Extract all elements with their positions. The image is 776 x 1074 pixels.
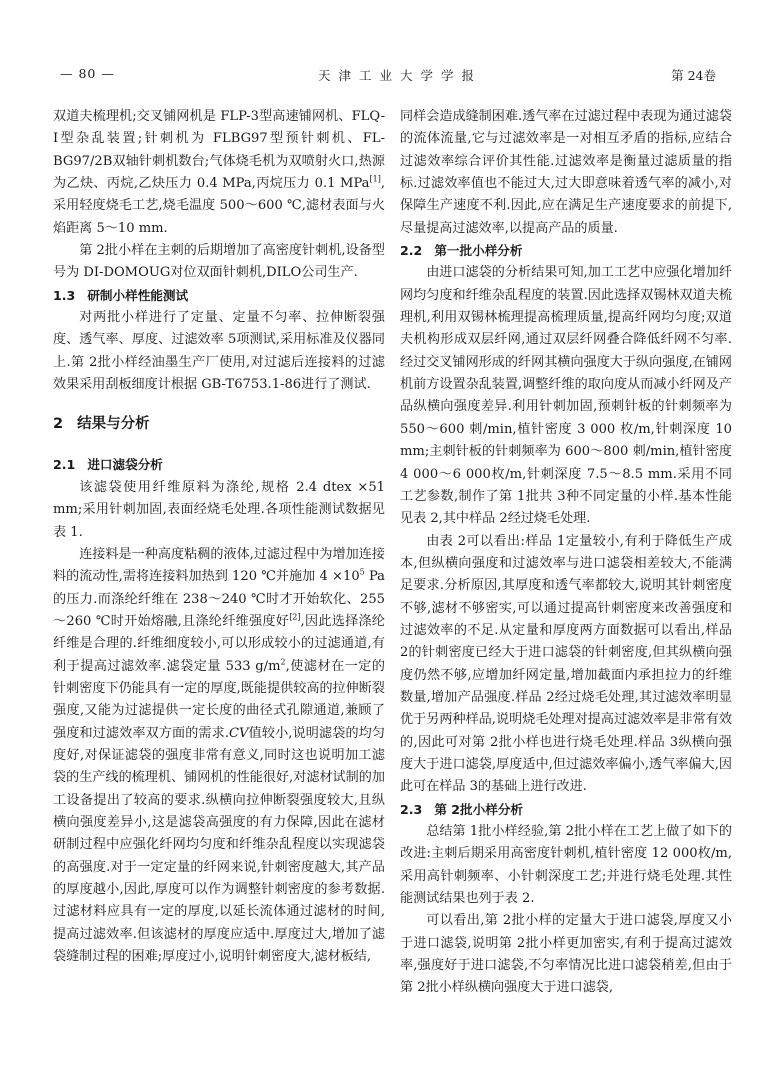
paragraph: 可以看出,第 2批小样的定量大于进口滤袋,厚度又小于进口滤袋,说明第 2批小样更加密实,有利于提高过滤效率,强度好于进口滤袋,不匀率情况比进口滤袋稍差,但由于第 2批小样纵横向强度大于进口滤袋, xyxy=(400,913,732,996)
running-header xyxy=(0,66,776,86)
paragraph-text: ,使滤材在一定的针刺密度下仍能具有一定的厚度,既能提供较高的拉伸断裂强度,又能为过滤提供一定长度的曲径式孔隙通道,兼顾了强度和过滤效率双方面的需求. xyxy=(53,658,385,741)
paragraph: 该滤袋使用纤维原料为涤纶,规格 2.4 dtex ×51 mm;采用针刺加固,表面经烧毛处理.各项性能测试数据见表 1. xyxy=(53,479,385,540)
section-heading-2 xyxy=(53,412,385,436)
section-number: 1.3 xyxy=(53,287,76,303)
section-title: 第 2批小样分析 xyxy=(434,801,524,817)
section-heading-2-2 xyxy=(400,240,732,262)
paragraph: 总结第 1批小样经验,第 2批小样在工艺上做了如下的改进:主刺后期采用高密度针刺机,植针密度 12 000枚/m,采用高针刺频率、小针刺深度工艺;并进行烧毛处理.其性能测试结果也列于表 2. xyxy=(400,824,732,907)
section-title: 结果与分析 xyxy=(77,416,150,433)
section-number: 2 xyxy=(53,416,64,433)
paragraph: 由表 2可以看出:样品 1定量较小,有利于降低生产成本,但纵横向强度和过滤效率与进口滤袋相差较大,不能满足要求.分析原因,其厚度和透气率都较大,说明其针刺密度不够,滤材不够密实,可以通过提高针刺密度来改善强度和过滤效率的不足.从定量和厚度两方面数据可以看出,样品 2的针刺密度已经大于进口滤袋的针刺密度,但其纵横向强度仍然不够,应增加纤网定量,增加截面内承担拉力的纤维数量,增加产品强度.样品 2经过烧毛处理,其过滤效率明显优于另两种样品,说明烧毛处理对提高过滤效率是非常有效的,因此可对第 2批小样也进行烧毛处理.样品 3纵横向强度大于进口滤袋,厚度适中,但过滤效率偏小,透气率偏大,因此可在样品 3的基础上进行改进. xyxy=(400,533,732,795)
citation-ref: [1] xyxy=(369,174,381,184)
paragraph-text: 双道夫梳理机;交叉铺网机是 FLP-3型高速铺网机、FLQ-Ⅰ型杂乱装置;针刺机为 FLBG97型预针刺机、FL-BG97/2B双轴针刺机数台;气体烧毛机为双喷射火口,热源为乙炔、丙烷,乙炔压力 0.4 MPa,丙烷压力 0.1 MPa xyxy=(53,109,385,192)
superscript: 5 xyxy=(359,567,365,577)
superscript: 2 xyxy=(280,657,286,667)
paragraph-text: 连接料是一种高度粘稠的液体,过滤过程中为增加连接料的流动性,需将连接料加热到 120 ℃并施加 4 ×10 xyxy=(53,546,385,585)
volume-label: 第 24卷 xyxy=(671,68,716,83)
paragraph-text: 值较小,说明滤袋的均匀度好,对保证滤袋的强度非常有意义,同时这也说明加工滤袋的生产线的梳理机、铺网机的性能很好,对滤材试制的加工设备提出了较高的要求.纵横向拉伸断裂强度较大,且纵横向强度差异小,这是滤袋高强度的有力保障,因此在滤材研制过程中应强化纤网均匀度和纤维杂乱程度以实现滤袋的高强度.对于一定定量的纤网来说,针刺密度越大,其产品的厚度越小,因此,厚度可以作为调整针刺密度的参考数据.过滤材料应具有一定的厚度,以延长流体通过滤材的时间,提高过滤效率.但该滤材的厚度应适中.厚度过大,增加了滤袋缝制过程的困难;厚度过小,说明针刺密度大,滤材板结, xyxy=(53,725,385,965)
section-title: 研制小样性能测试 xyxy=(87,287,189,303)
citation-ref: [2] xyxy=(289,612,301,622)
section-heading-1-3 xyxy=(53,285,385,307)
right-column xyxy=(400,106,732,1000)
left-column xyxy=(53,106,385,968)
section-number: 2.3 xyxy=(400,801,423,817)
paragraph xyxy=(53,106,385,240)
section-title: 进口滤袋分析 xyxy=(87,457,163,473)
page-number: — 80 — xyxy=(60,66,115,81)
section-title: 第一批小样分析 xyxy=(434,243,523,259)
section-number: 2.2 xyxy=(400,243,423,259)
cv-symbol: CV xyxy=(229,725,249,741)
paragraph: 同样会造成缝制困难.透气率在过滤过程中表现为通过滤袋的流体流量,它与过滤效率是一对相互矛盾的指标,应结合过滤效率综合评价其性能.过滤效率是衡量过滤质量的指标.过滤效率值也不能过大,过大即意味着透气率的减小,对保障生产速度不利.因此,应在满足生产速度要求的前提下,尽量提高过滤效率,以提高产品的质量. xyxy=(400,109,732,236)
paragraph-text: Pa的压力.而涤纶纤维在 238～240 ℃时才开始软化、255～260 ℃时开始熔融,且涤纶纤维强度好 xyxy=(53,569,385,629)
section-number: 2.1 xyxy=(53,457,76,473)
section-heading-2-1 xyxy=(53,454,385,476)
paragraph-text: ,采用轻度烧毛工艺,烧毛温度 500～600 ℃,滤材表面与火焰距离 5～10 mm. xyxy=(53,176,385,236)
section-heading-2-3 xyxy=(400,799,732,821)
paragraph-text: ,因此选择涤纶纤维是合理的.纤维细度较小,可以形成较小的过滤通道,有利于提高过滤效率.滤袋定量 533 g/m xyxy=(53,613,385,674)
paragraph: 由进口滤袋的分析结果可知,加工工艺中应强化增加纤网均匀度和纤维杂乱程度的装置.因此选择双锡林双道夫梳理机,利用双锡林梳理提高梳理质量,提高纤网均匀度;双道夫机构形成双层纤网,通过双层纤网叠合降低纤网不匀率.经过交叉铺网形成的纤网其横向强度大于纵向强度,在铺网机前方设置杂乱装置,调整纤维的取向度从而减小纤网及产品纵横向强度差异.利用针刺加固,预刺针板的针刺频率为 550～600 刺/min,植针密度 3 000 枚/m,针刺深度 10 mm;主刺针板的针刺频率为 600～800 刺/min,植针密度 4 000～6 000枚/m,针刺深度 7.5～8.5 mm.采用不同工艺参数,制作了第 1批共 3种不同定量的小样.基本性能见表 2,其中样品 2经过烧毛处理. xyxy=(400,265,732,527)
paragraph: 对两批小样进行了定量、定量不匀率、拉伸断裂强度、透气率、厚度、过滤效率 5项测试,采用标准及仪器同上.第 2批小样经油墨生产厂使用,对过滤后连接料的过滤效果采用刮板细度计根据 GB-T6753.1-86进行了测试. xyxy=(53,310,385,393)
paragraph xyxy=(53,544,385,969)
journal-title: 天津工业大学学报 xyxy=(318,68,483,83)
paragraph: 第 2批小样在主刺的后期增加了高密度针刺机,设备型号为 DI-DOMOUG对位双面针刺机,DILO公司生产. xyxy=(53,243,385,281)
